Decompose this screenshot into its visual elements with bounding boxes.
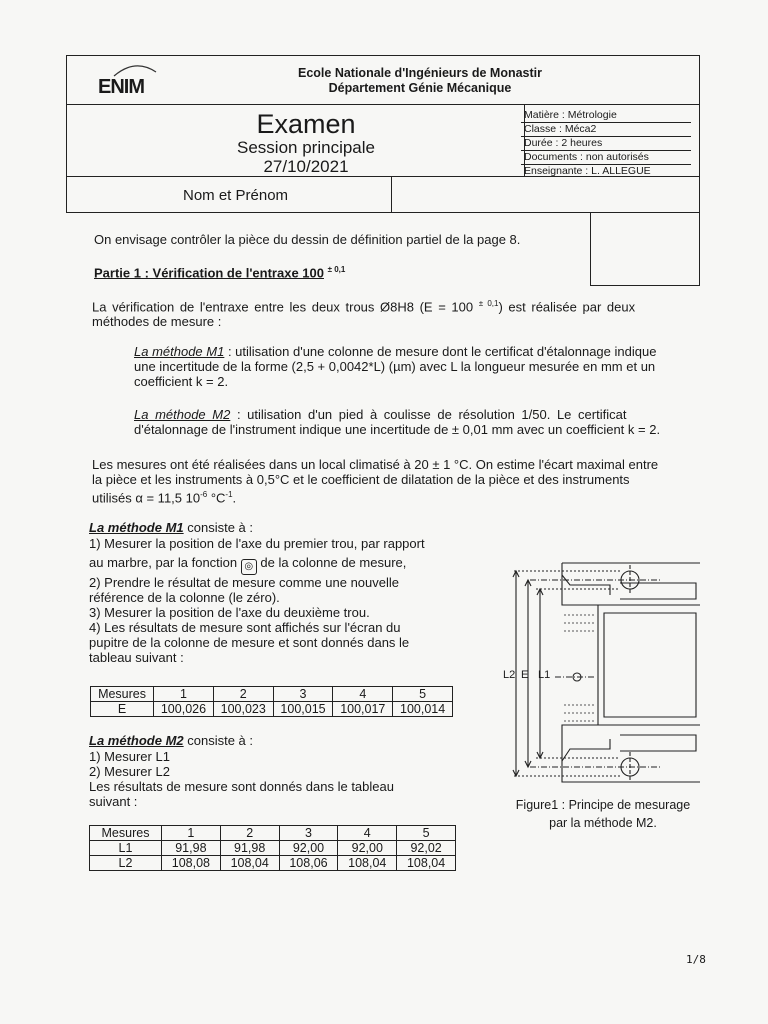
- method1-heading: La méthode M1 consiste à :: [89, 520, 253, 535]
- info-subject: Matière : Métrologie: [521, 109, 691, 123]
- table-cell: 2: [213, 687, 273, 702]
- info-class: Classe : Méca2: [521, 123, 691, 137]
- exam-date: 27/10/2021: [263, 157, 349, 176]
- table-cell: 1: [161, 826, 220, 841]
- info-documents: Documents : non autorisés: [521, 151, 691, 165]
- school-logo: ENIM: [98, 76, 144, 98]
- table-header-row: [91, 687, 453, 702]
- grade-box: [590, 213, 700, 286]
- exam-session: Session principale: [237, 138, 375, 157]
- table-cell: 1: [154, 687, 214, 702]
- table-row: [90, 841, 456, 856]
- dim-label-l1: L1: [538, 669, 551, 681]
- exam-info-box: [521, 109, 691, 179]
- logo-arc-icon: [110, 62, 160, 78]
- table-cell: 100,023: [213, 702, 273, 717]
- method1-results-table: [90, 686, 453, 717]
- table-cell: 108,06: [279, 856, 338, 871]
- page-number: 1/8: [686, 953, 706, 966]
- table-cell: 100,015: [273, 702, 333, 717]
- method-m2-description: La méthode M2 : utilisation d'un pied à coulisse de résolution 1/50. Le certificat d'étalonnage de l'instrument indique une incertitude de ± 0,01 mm avec un coefficient k = 2.: [134, 407, 661, 437]
- table-cell: 4: [333, 687, 393, 702]
- table-row: [91, 702, 453, 717]
- table-cell: 5: [393, 687, 453, 702]
- table-cell: 108,04: [397, 856, 456, 871]
- table-cell: L2: [90, 856, 162, 871]
- method2-results-table: [89, 825, 456, 871]
- measurement-conditions: Les mesures ont été réalisées dans un local climatisé à 20 ± 1 °C. On estime l'écart maximal entre la pièce et les instruments à 0,5°C et le coefficient de dilatation de la pièce et des instruments utilisés α = 11,5 $10^{-6}$ $^\circ C^{-1}$.: [92, 457, 659, 506]
- table-cell: 4: [338, 826, 397, 841]
- column-function-icon: ◎: [241, 559, 257, 575]
- table-row: [90, 856, 456, 871]
- exam-title: Examen: [256, 109, 356, 139]
- table-cell: E: [91, 702, 154, 717]
- table-cell: 91,98: [161, 841, 220, 856]
- info-duration: Durée : 2 heures: [521, 137, 691, 151]
- table-cell: 108,04: [338, 856, 397, 871]
- dim-label-l2: L2: [503, 669, 516, 681]
- table-cell: Mesures: [90, 826, 162, 841]
- table-cell: 92,00: [279, 841, 338, 856]
- part1-title: Partie 1 : Vérification de l'entraxe 100 $^{\pm 0,1}$: [94, 265, 346, 281]
- part1-paragraph: La vérification de l'entraxe entre les deux trous Ø8H8 (E = 100 $^{\pm 0,1}$) est réalisée par deux méthodes de mesure :: [92, 299, 636, 330]
- school-name: Ecole Nationale d'Ingénieurs de Monastir Département Génie Mécanique: [298, 66, 542, 95]
- info-teacher: Enseignante : L. ALLEGUE: [524, 165, 651, 177]
- table-cell: 108,08: [161, 856, 220, 871]
- table-cell: Mesures: [91, 687, 154, 702]
- table-cell: 2: [220, 826, 279, 841]
- figure-caption: Figure1 : Principe de mesurage par la méthode M2.: [515, 798, 691, 830]
- measurement-figure: [500, 555, 705, 790]
- table-cell: 92,00: [338, 841, 397, 856]
- name-field-label: Nom et Prénom: [183, 187, 289, 204]
- dim-label-e: E: [521, 669, 529, 681]
- table-cell: 92,02: [397, 841, 456, 856]
- table-cell: 100,014: [393, 702, 453, 717]
- table-cell: 91,98: [220, 841, 279, 856]
- table-cell: L1: [90, 841, 162, 856]
- method2-steps: 1) Mesurer L1 2) Mesurer L2 Les résultats de mesure sont donnés dans le tableau suivant :: [89, 749, 394, 809]
- table-cell: 3: [273, 687, 333, 702]
- table-cell: 100,017: [333, 702, 393, 717]
- intro-text: On envisage contrôler la pièce du dessin de définition partiel de la page 8.: [94, 232, 521, 247]
- table-header-row: [90, 826, 456, 841]
- table-cell: 5: [397, 826, 456, 841]
- method-m1-description: La méthode M1 : utilisation d'une colonne de mesure dont le certificat d'étalonnage indique une incertitude de la forme (2,5 + 0,0042*L) (µm) avec L la longueur mesurée en mm et un coefficient k = 2.: [134, 344, 657, 389]
- method1-steps: 1) Mesurer la position de l'axe du premier trou, par rapport au marbre, par la fonction ◎ de la colonne de mesure, 2) Prendre le résultat de mesure comme une nouvelle référence de la colonne (le zéro). 3) Mesurer la position de l'axe du deuxième trou. 4) Les résultats de mesure sont affichés sur l'écran du pupitre de la colonne de mesure et sont donnés dans le tableau suivant :: [89, 536, 425, 665]
- table-cell: 3: [279, 826, 338, 841]
- table-cell: 108,04: [220, 856, 279, 871]
- table-cell: 100,026: [154, 702, 214, 717]
- method2-heading: La méthode M2 consiste à :: [89, 733, 253, 748]
